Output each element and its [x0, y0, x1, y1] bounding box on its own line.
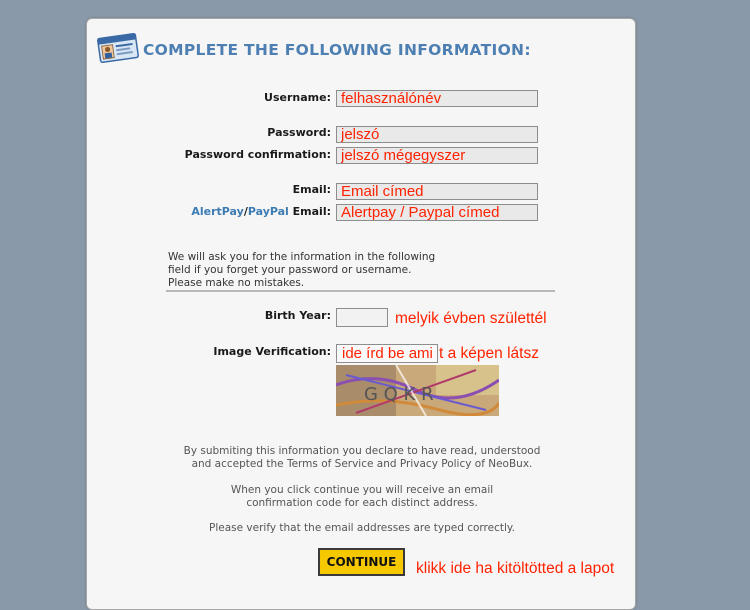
email-notice-line: When you click continue you will receive an email — [230, 484, 494, 496]
note-line: Please make no mistakes. — [168, 277, 305, 289]
email-notice — [147, 484, 577, 510]
paypal-label: PayPal — [247, 205, 289, 218]
divider — [166, 290, 555, 292]
password-input[interactable] — [336, 126, 538, 143]
continue-button[interactable]: CONTINUE — [318, 548, 405, 576]
birth-year-label: Birth Year: — [264, 309, 331, 322]
payment-label-separator: / — [243, 205, 248, 218]
password-confirm-input[interactable] — [336, 147, 538, 164]
password-confirm-label: Password confirmation: — [184, 148, 331, 161]
email-label: Email: — [292, 183, 331, 196]
note-line: field if you forget your password or username. — [168, 264, 412, 276]
birth-year-hint: melyik évben születtél — [395, 310, 547, 327]
captcha-text: G Q K R — [364, 384, 434, 405]
continue-hint: klikk ide ha kitöltötted a lapot — [416, 560, 615, 577]
captcha-input[interactable] — [336, 344, 438, 363]
image-verification-label: Image Verification: — [213, 345, 331, 358]
captcha-image — [336, 365, 499, 416]
username-input[interactable] — [336, 90, 538, 107]
page-title: COMPLETE THE FOLLOWING INFORMATION: — [143, 41, 531, 59]
email-notice-line: confirmation code for each distinct address. — [246, 497, 478, 509]
payment-email-label — [191, 205, 331, 218]
note-line: We will ask you for the information in the following — [168, 251, 436, 263]
birth-year-input[interactable] — [336, 308, 388, 327]
verify-notice: Please verify that the email addresses are typed correctly. — [209, 522, 515, 534]
terms-line: By submiting this information you declare to have read, understood — [183, 445, 541, 457]
username-label: Username: — [264, 91, 331, 104]
password-label: Password: — [267, 126, 331, 139]
captcha-hint: t a képen látsz — [439, 345, 539, 362]
alertpay-label: AlertPay — [191, 205, 244, 218]
payment-email-suffix: Email: — [288, 205, 331, 218]
terms-notice — [147, 445, 577, 471]
registration-panel — [86, 18, 636, 610]
security-note — [168, 251, 478, 290]
payment-email-input[interactable] — [336, 204, 538, 221]
terms-line: and accepted the Terms of Service and Privacy Policy of NeoBux. — [191, 458, 533, 470]
email-input[interactable] — [336, 183, 538, 200]
id-card-icon — [96, 31, 140, 65]
